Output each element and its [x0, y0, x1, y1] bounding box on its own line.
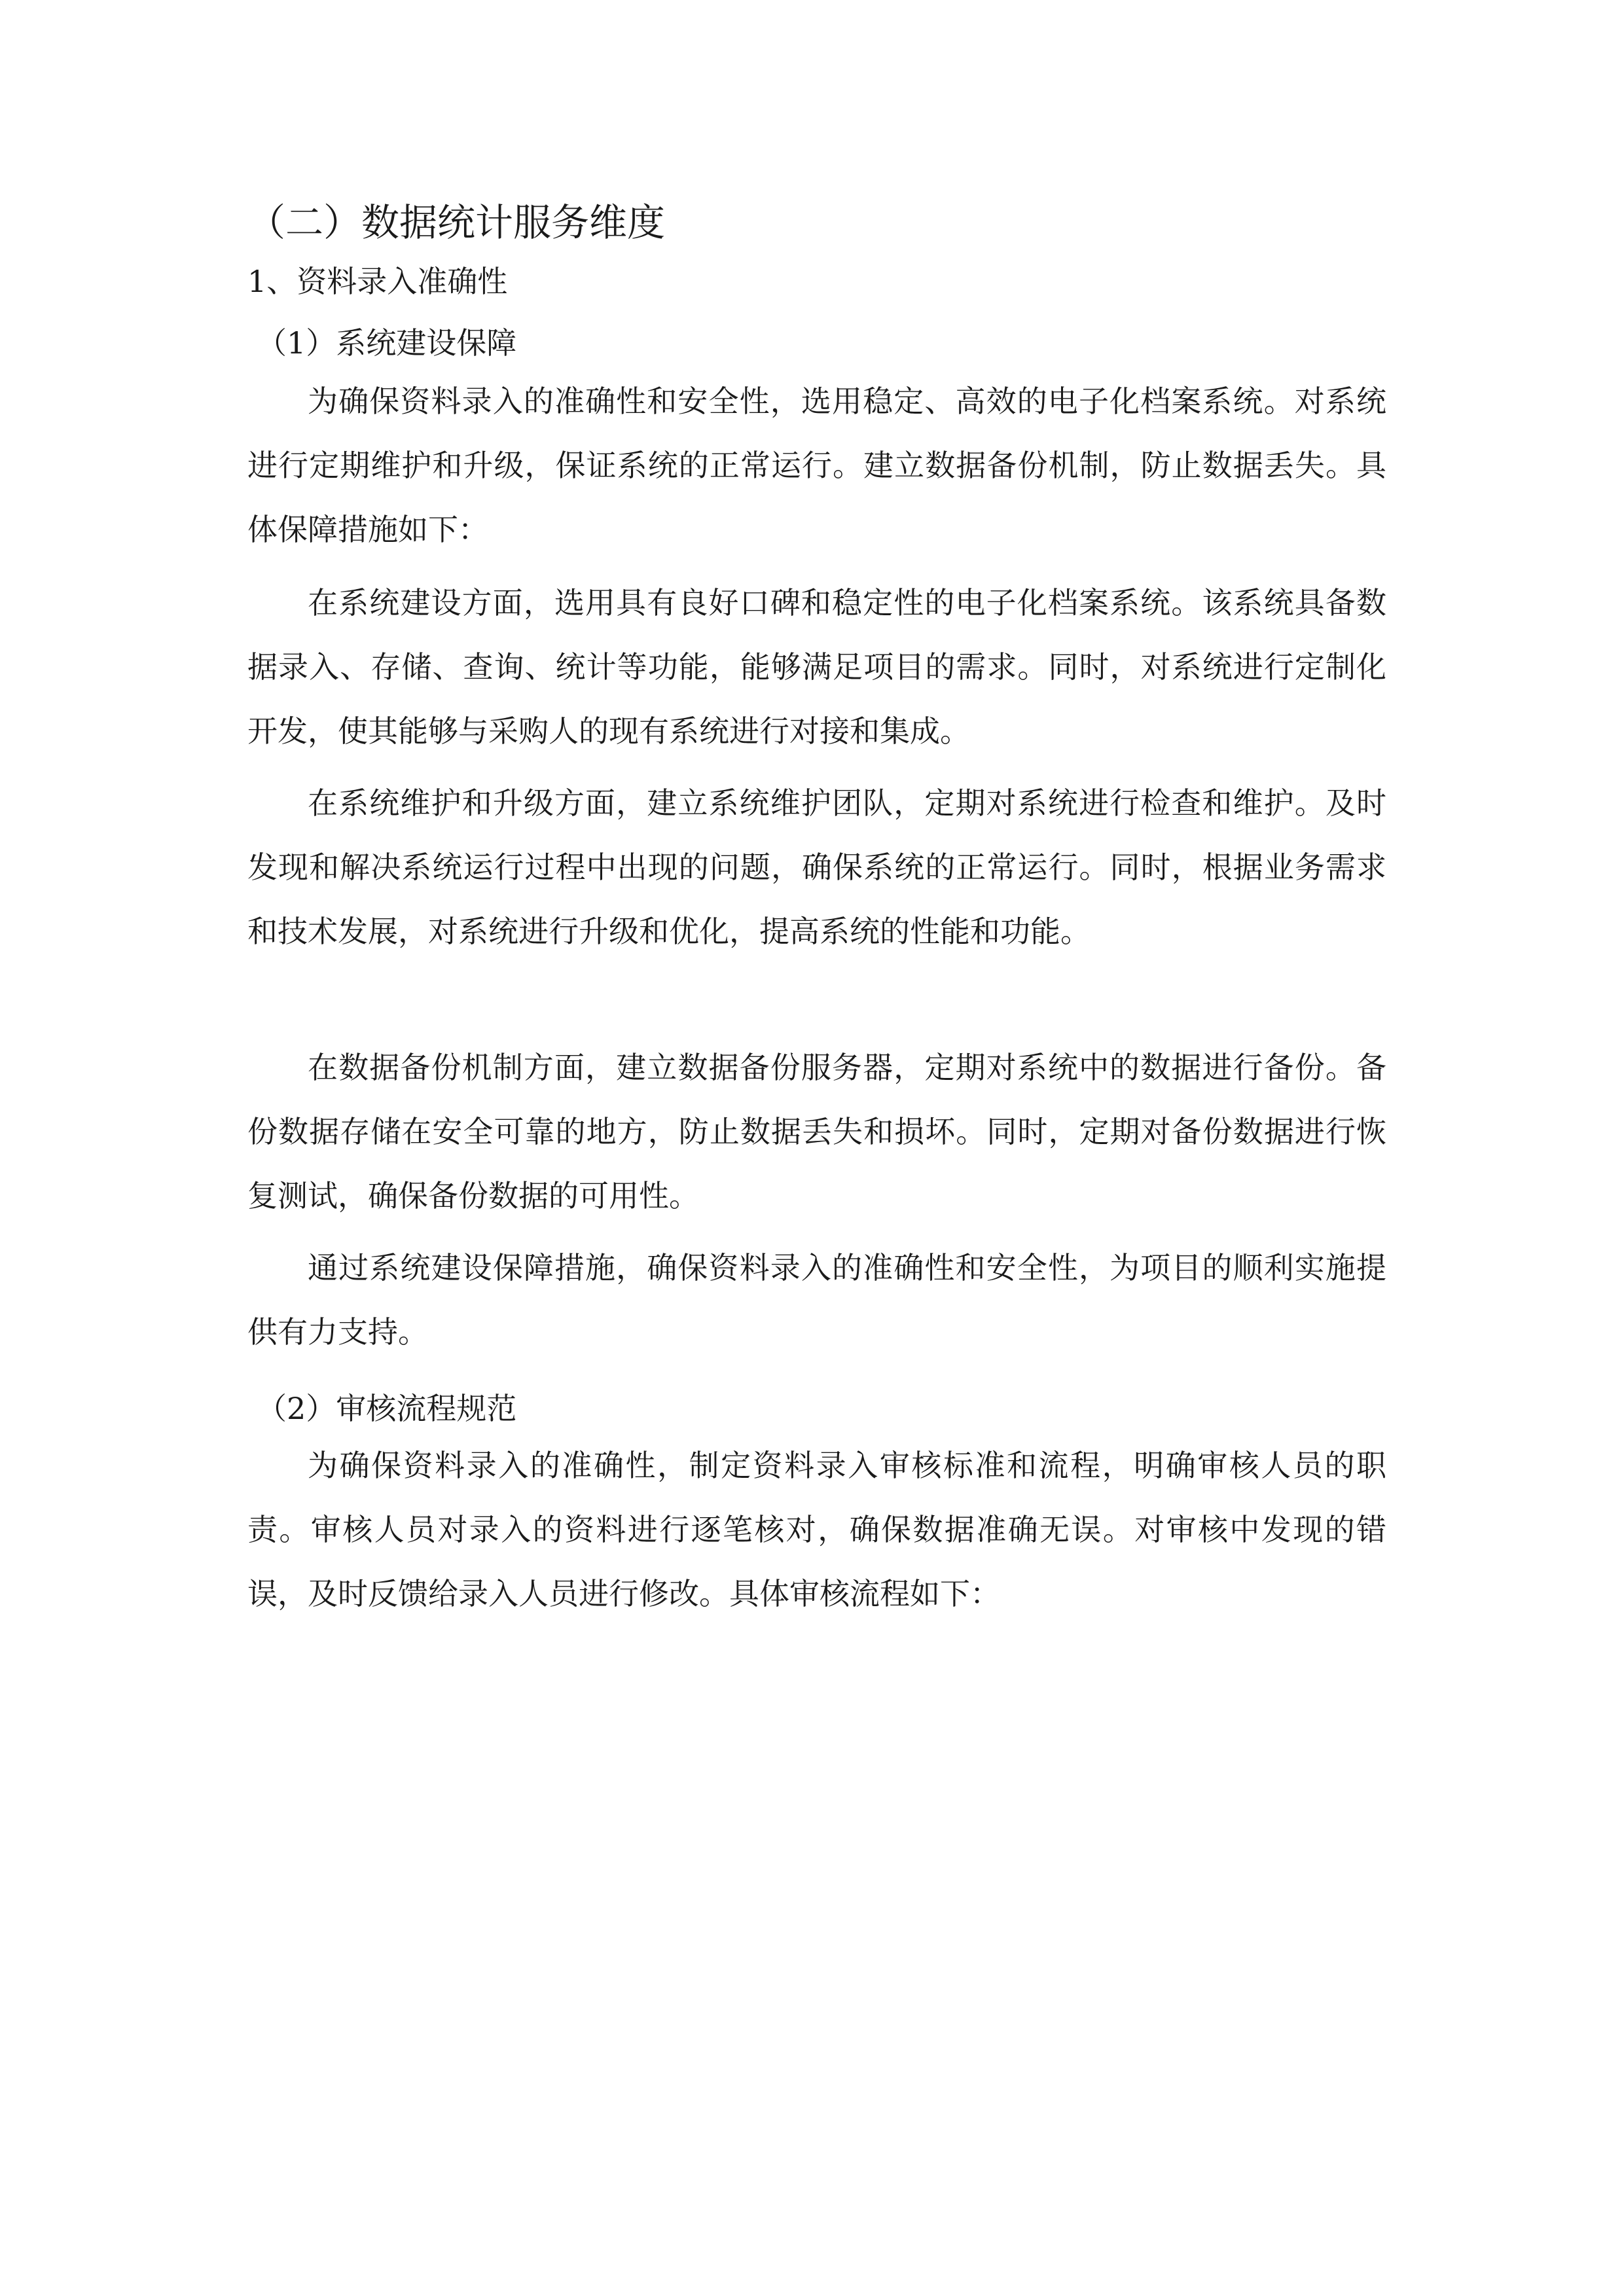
section-heading: （二）数据统计服务维度: [247, 200, 666, 245]
paragraph: 通过系统建设保障措施，确保资料录入的准确性和安全性，为项目的顺利实施提供有力支持。: [247, 1250, 1386, 1350]
item-heading-system-construction: （1）系统建设保障: [257, 325, 517, 361]
subsection-heading: 1、资料录入准确性: [247, 264, 508, 299]
paragraph: 在系统维护和升级方面，建立系统维护团队，定期对系统进行检查和维护。及时发现和解决系统运行过程中出现的问题，确保系统的正常运行。同时，根据业务需求和技术发展，对系统进行升级和优化，提高系统的性能和功能。: [247, 785, 1386, 949]
paragraph: 在数据备份机制方面，建立数据备份服务器，定期对系统中的数据进行备份。备份数据存储在安全可靠的地方，防止数据丢失和损坏。同时，定期对备份数据进行恢复测试，确保备份数据的可用性。: [247, 1050, 1386, 1213]
paragraph: 在系统建设方面，选用具有良好口碑和稳定性的电子化档案系统。该系统具备数据录入、存储、查询、统计等功能，能够满足项目的需求。同时，对系统进行定制化开发，使其能够与采购人的现有系统进行对接和集成。: [247, 585, 1386, 749]
paragraph: 为确保资料录入的准确性，制定资料录入审核标准和流程，明确审核人员的职责。审核人员对录入的资料进行逐笔核对，确保数据准确无误。对审核中发现的错误，及时反馈给录入人员进行修改。具体审核流程如下：: [247, 1448, 1386, 1611]
item-heading-review-process: （2）审核流程规范: [257, 1391, 517, 1426]
paragraph: 为确保资料录入的准确性和安全性，选用稳定、高效的电子化档案系统。对系统进行定期维护和升级，保证系统的正常运行。建立数据备份机制，防止数据丢失。具体保障措施如下：: [247, 384, 1386, 547]
